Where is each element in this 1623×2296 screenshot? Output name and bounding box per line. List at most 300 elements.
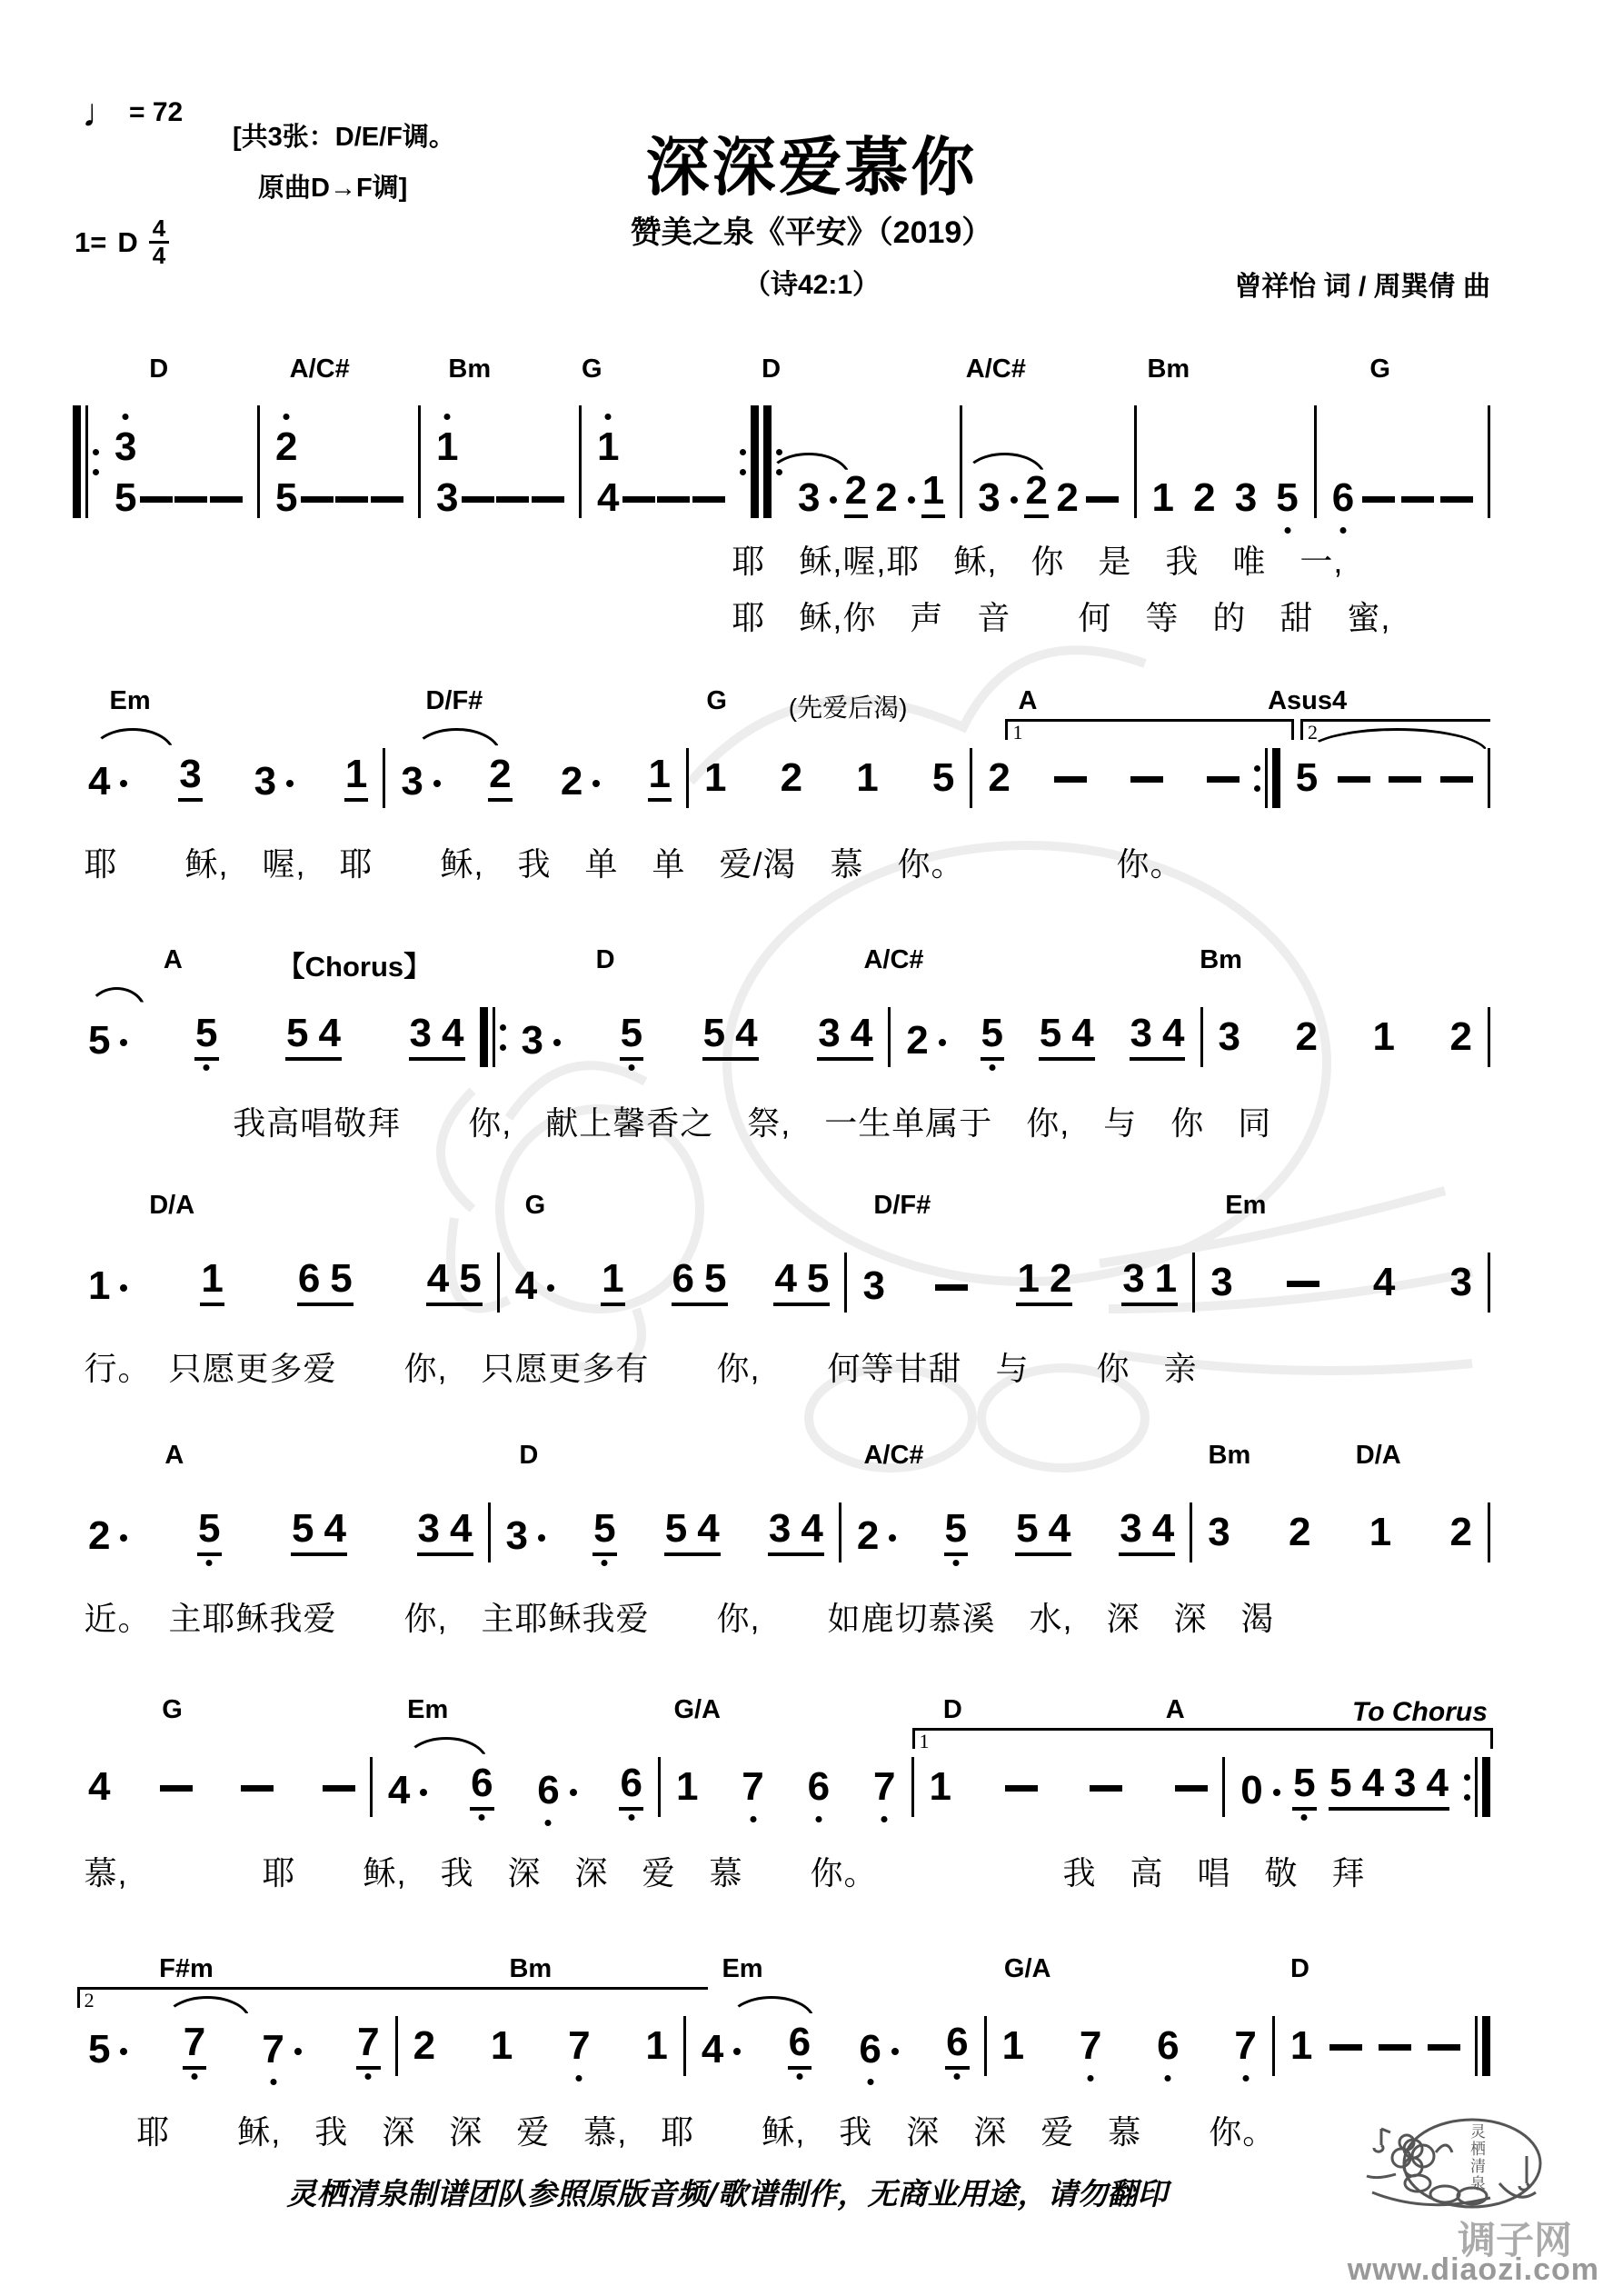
beat-group — [417, 1506, 473, 1556]
beat-group — [178, 754, 202, 802]
note-digit: 4 — [324, 1506, 346, 1551]
beat-group — [261, 2027, 301, 2071]
key-value: D — [117, 225, 138, 258]
measure — [891, 1013, 1200, 1061]
beat-group — [861, 1263, 885, 1308]
augmentation-dot — [939, 1039, 946, 1046]
duration-dash — [1389, 776, 1421, 783]
octave-dot-high — [605, 414, 612, 420]
beat-group — [254, 759, 294, 804]
octave-dot-low — [270, 2079, 276, 2085]
volta-bracket: 1 — [912, 1728, 1493, 1749]
music-system-1 — [73, 354, 1490, 636]
note-digit: 1 — [921, 468, 945, 513]
beat-group — [592, 1506, 616, 1556]
beat-group — [702, 1013, 759, 1061]
beat-group — [944, 1506, 968, 1556]
note-digit: 5 — [704, 1256, 727, 1301]
augmentation-dot — [294, 2048, 302, 2055]
note-digit: 3 — [401, 759, 423, 804]
chord-label: D/F# — [425, 686, 483, 715]
beat-group — [622, 496, 655, 518]
note-digit: 3 — [1449, 1260, 1472, 1304]
music-system-4 — [73, 1191, 1490, 1472]
duration-dash — [1329, 2044, 1362, 2051]
note-digit: 2 — [1449, 1510, 1472, 1554]
duration-dash — [1005, 1785, 1038, 1792]
repeat-dots — [1464, 1774, 1470, 1801]
chord-label: D/A — [149, 1191, 195, 1220]
octave-dot-low — [867, 2079, 873, 2085]
augmentation-dot — [538, 1534, 545, 1542]
measure — [373, 1763, 658, 1811]
beat-group — [701, 2027, 741, 2071]
chord-label: Bm — [509, 1954, 553, 1983]
bar-line — [73, 405, 81, 518]
octave-dot-low — [206, 1560, 213, 1566]
note-digit: 5 — [330, 1256, 353, 1301]
measure — [73, 1764, 370, 1809]
album-subtitle: 赞美之泉《平安》（2019） — [630, 215, 993, 250]
measure — [1225, 1763, 1464, 1811]
beat-group — [1440, 496, 1473, 518]
beat-group — [797, 475, 837, 520]
beat-group — [855, 755, 879, 800]
measure — [1192, 1512, 1488, 1552]
chord-label: Em — [407, 1695, 449, 1724]
repeat-dots — [93, 449, 99, 475]
octave-dot-low — [989, 1064, 995, 1071]
note-digit: 5 — [292, 1506, 314, 1551]
chord-label: A/C# — [863, 945, 924, 974]
chord-label: G — [706, 686, 727, 715]
note-line — [73, 996, 1490, 1078]
beat-group — [1295, 1014, 1319, 1059]
beat-group — [174, 496, 207, 518]
note-line — [73, 737, 1490, 819]
beat-group — [413, 2023, 436, 2068]
chord-label: A/C# — [863, 1441, 924, 1470]
note-digit: 4 — [442, 1011, 464, 1055]
beat-group — [1016, 1256, 1072, 1306]
beat-group — [1207, 1512, 1230, 1552]
note-line — [73, 1242, 1490, 1323]
copyright-notice: 灵栖清泉制谱团队参照原版音频/歌谱制作，无商业用途，请勿翻印 — [286, 2176, 1168, 2211]
site-url: www.diaozi.com — [1347, 2252, 1599, 2287]
beat-group — [1234, 475, 1258, 520]
note-digit: 5 — [286, 1011, 309, 1055]
duration-dash — [174, 496, 207, 503]
augmentation-dot — [592, 780, 600, 787]
chord-label: Bm — [1208, 1441, 1251, 1470]
beat-group — [703, 755, 727, 800]
note-digit: 4 — [697, 1506, 720, 1551]
augmentation-dot — [420, 1789, 427, 1796]
note-digit: 4 — [801, 1506, 823, 1551]
note-digit: 1 — [201, 1256, 224, 1301]
barline-beginrep — [480, 1007, 506, 1067]
note-stack — [596, 424, 620, 520]
beat-group — [1379, 2044, 1411, 2066]
music-system-3 — [73, 945, 1490, 1227]
barline-single — [1488, 1007, 1490, 1067]
note-digit: 1 — [88, 1263, 111, 1308]
note-digit: 3 — [409, 1011, 433, 1055]
octave-dot-low — [750, 1816, 756, 1822]
note-digit: 5 — [1039, 1011, 1062, 1055]
note-digit: 6 — [536, 1771, 560, 1811]
bar-line — [1482, 1757, 1490, 1817]
time-denominator: 4 — [152, 242, 166, 270]
slur-arc — [91, 728, 174, 754]
barline-beginrep — [73, 405, 99, 518]
note-digit: 5 — [197, 1509, 221, 1549]
beat-group — [872, 1764, 896, 1809]
beat-group — [931, 755, 955, 800]
note-line — [73, 1492, 1490, 1573]
note-digit: 4 — [701, 2027, 724, 2071]
beat-group — [356, 2022, 380, 2070]
beat-group — [1039, 1013, 1095, 1061]
beat-group — [514, 1263, 554, 1308]
beat-group — [935, 1284, 968, 1306]
note-digit: 1 — [596, 427, 620, 467]
note-digit: 4 — [597, 475, 620, 520]
note-digit: 3 — [818, 1011, 841, 1055]
duration-dash — [371, 496, 403, 503]
measure — [847, 1256, 1192, 1308]
note-digit: 2 — [844, 468, 868, 513]
measure — [841, 1506, 1190, 1558]
duration-dash — [323, 1785, 355, 1792]
annotation: To Chorus — [1352, 1697, 1488, 1727]
measure — [73, 1013, 480, 1061]
beat-group — [1079, 2023, 1102, 2068]
note-digit: 1 — [648, 752, 672, 796]
note-digit: 7 — [183, 2022, 206, 2062]
beat-group — [1369, 1512, 1392, 1552]
duration-dash — [935, 1284, 968, 1291]
note-digit: 1 — [1372, 1014, 1395, 1059]
chord-label: G/A — [673, 1695, 721, 1724]
beat-group — [87, 759, 127, 804]
beat-group — [1218, 1014, 1241, 1059]
chord-label: A — [1165, 1695, 1185, 1724]
note-digit: 6 — [470, 1763, 493, 1803]
beat-group — [1295, 755, 1319, 800]
note-digit: 6 — [788, 2022, 812, 2062]
measure — [1275, 2023, 1475, 2068]
note-digit: 4 — [1361, 1761, 1385, 1805]
lyric-line: 耶 稣,喔,耶 稣, 你 是 我 唯 一, — [732, 543, 1344, 580]
beat-group — [644, 2023, 668, 2068]
chord-label: D/A — [1355, 1441, 1401, 1470]
note-digit: 7 — [741, 1767, 764, 1807]
beat-group — [945, 2022, 969, 2070]
beat-group — [87, 1263, 127, 1308]
note-digit: 5 — [88, 1018, 111, 1063]
octave-dot-low — [1284, 527, 1290, 534]
duration-dash — [1401, 496, 1434, 503]
note-digit: 1 — [1017, 1256, 1040, 1301]
beat-group — [1130, 776, 1163, 798]
beat-group — [672, 1256, 728, 1306]
note-digit: 3 — [978, 475, 1001, 520]
beat-group — [741, 1764, 764, 1809]
beat-group — [323, 1785, 355, 1807]
beat-group — [197, 1506, 221, 1556]
barline-endrep — [1464, 1757, 1490, 1817]
chord-label: G — [582, 354, 602, 384]
duration-dash — [1090, 1785, 1122, 1792]
note-digit: 1 — [1001, 2023, 1025, 2068]
bar-line — [763, 405, 772, 518]
song-title: 深深爱慕你 — [645, 132, 978, 203]
duration-dash — [241, 1785, 274, 1792]
beat-group — [183, 2022, 206, 2070]
note-digit: 2 — [88, 1513, 111, 1558]
composer-credits: 曾祥怡 词 / 周巽倩 曲 — [1234, 272, 1490, 302]
note-digit: 5 — [944, 1509, 968, 1549]
measure — [1203, 1014, 1488, 1059]
beat-group — [1372, 1014, 1396, 1059]
measure — [73, 1506, 488, 1558]
music-system-6 — [73, 1695, 1490, 1977]
note-digit: 2 — [780, 755, 803, 800]
augmentation-dot — [889, 1534, 896, 1542]
note-digit: 1 — [602, 1256, 624, 1301]
chord-label: Asus4 — [1268, 686, 1348, 715]
lyric-line: 近。 主耶稣我爱 你, 主耶稣我爱 你, 如鹿切慕溪 水, 深 深 渴 — [84, 1600, 1275, 1637]
note-digit: 3 — [505, 1513, 529, 1558]
note-digit: 6 — [672, 1256, 695, 1301]
beat-group — [1449, 1260, 1472, 1304]
beat-group — [488, 754, 512, 802]
note-digit: 3 — [768, 1506, 792, 1551]
quarter-note-icon: ♩ — [82, 91, 122, 135]
measure — [260, 424, 418, 520]
note-digit: 7 — [872, 1767, 896, 1807]
note-digit: 2 — [413, 2023, 436, 2068]
duration-dash — [1130, 776, 1163, 783]
beat-group — [1001, 2023, 1025, 2068]
note-digit: 6 — [807, 1767, 831, 1807]
augmentation-dot — [830, 496, 837, 504]
measure — [1137, 475, 1314, 520]
note-digit: 4 — [318, 1011, 341, 1055]
beat-group — [371, 496, 403, 518]
note-digit: 6 — [945, 2022, 969, 2062]
note-digit: 2 — [988, 755, 1011, 800]
octave-dot-low — [954, 2073, 961, 2080]
beat-group — [1005, 1785, 1038, 1807]
note-digit: 7 — [1233, 2026, 1257, 2066]
measure — [689, 755, 970, 800]
bar-line — [493, 1007, 495, 1067]
note-digit: 3 — [1210, 1260, 1233, 1304]
music-system-5 — [73, 1441, 1490, 1722]
measure — [1195, 1260, 1488, 1304]
note-digit: 2 — [1449, 1014, 1472, 1059]
duration-dash — [496, 496, 529, 503]
beat-group — [1207, 776, 1240, 798]
barline-final — [1475, 2016, 1490, 2076]
beat-group — [1331, 475, 1355, 520]
duration-dash — [1086, 496, 1119, 503]
measure — [73, 2022, 395, 2070]
beat-group — [1338, 776, 1370, 798]
note-digit: 1 — [435, 427, 459, 467]
volta-bracket: 2 — [1300, 719, 1490, 740]
augmentation-dot — [891, 2048, 899, 2055]
beat-group — [1210, 1260, 1233, 1304]
beat-group — [788, 2022, 812, 2070]
beat-group — [285, 1013, 342, 1061]
beat-group — [1449, 1014, 1473, 1059]
beat-group — [301, 496, 334, 518]
beat-group — [664, 1506, 721, 1556]
beat-group — [657, 496, 690, 518]
octave-dot-low — [628, 1064, 634, 1071]
beat-group — [905, 1018, 945, 1063]
beat-group — [532, 496, 564, 518]
beat-group — [1121, 1256, 1178, 1306]
beat-group — [1233, 2023, 1257, 2068]
note-digit: 2 — [1056, 475, 1079, 520]
note-digit: 3 — [1208, 1510, 1230, 1554]
octave-dot-low — [881, 1816, 888, 1822]
beat-group — [87, 1018, 127, 1063]
duration-dash — [210, 496, 243, 503]
beat-group — [858, 2027, 898, 2071]
measure — [987, 2023, 1272, 2068]
note-digit: 4 — [850, 1011, 873, 1055]
beat-group — [1090, 1785, 1122, 1807]
duration-dash — [1175, 1785, 1208, 1792]
bar-line — [1482, 2016, 1490, 2076]
beat-group — [856, 1513, 896, 1558]
note-digit: 3 — [521, 1018, 543, 1063]
repeat-dots — [1254, 765, 1260, 792]
beat-group — [241, 1785, 274, 1807]
beat-group — [210, 496, 243, 518]
barline-single — [1488, 405, 1490, 518]
octave-dot-low — [479, 1814, 485, 1821]
measure — [73, 754, 383, 802]
chord-label: A/C# — [289, 354, 350, 384]
lyric-line: 慕, 耶 稣, 我 深 深 爱 慕 你。 我 高 唱 敬 拜 — [84, 1854, 1366, 1892]
note-digit: 3 — [417, 1506, 441, 1551]
beat-group — [1055, 475, 1079, 520]
beat-group — [1151, 475, 1175, 520]
augmentation-dot — [1273, 1789, 1280, 1796]
measure — [500, 1256, 845, 1308]
note-digit: 6 — [858, 2030, 881, 2070]
octave-dot-low — [545, 1820, 552, 1826]
note-digit: 5 — [620, 1013, 643, 1053]
beat-group — [140, 496, 173, 518]
note-digit: 3 — [179, 752, 202, 796]
beat-group — [505, 1513, 545, 1558]
beat-group — [1192, 475, 1216, 520]
beat-group — [560, 759, 600, 804]
duration-dash — [1287, 1281, 1319, 1287]
duration-dash — [160, 1785, 193, 1792]
note-digit: 5 — [459, 1256, 482, 1301]
beat-group — [462, 496, 494, 518]
beat-group — [200, 1256, 224, 1306]
note-digit: 7 — [356, 2022, 380, 2062]
chord-label: D — [519, 1441, 539, 1470]
note-digit: 2 — [906, 1018, 929, 1063]
measure — [914, 1764, 1223, 1809]
beat-group — [194, 1013, 218, 1061]
sheep-logo — [1363, 2111, 1563, 2238]
measure — [582, 424, 740, 520]
measure — [661, 1764, 911, 1809]
note-digit: 3 — [1130, 1011, 1152, 1055]
beat-group — [1292, 1763, 1316, 1811]
measure — [491, 1506, 839, 1558]
lyric-line: 行。 只愿更多爱 你, 只愿更多有 你, 何等甘甜 与 你 亲 — [84, 1350, 1198, 1387]
chord-label: G — [524, 1191, 546, 1220]
note-digit: 3 — [1218, 1014, 1240, 1059]
beat-group — [567, 2023, 591, 2068]
measure — [73, 1256, 497, 1308]
barline-single — [1488, 748, 1490, 808]
octave-dot-high — [284, 414, 290, 420]
octave-dot-low — [576, 2075, 582, 2081]
tempo-value: = 72 — [129, 97, 184, 127]
time-numerator: 4 — [149, 216, 169, 244]
measure — [1280, 755, 1488, 800]
note-digit: 3 — [436, 475, 459, 520]
chord-label: Bm — [448, 354, 492, 384]
note-digit: 2 — [856, 1513, 880, 1558]
note-digit: 4 — [1372, 1260, 1396, 1304]
note-digit: 5 — [115, 475, 137, 520]
note-digit: 4 — [1048, 1506, 1071, 1551]
beat-group — [1119, 1506, 1175, 1556]
beat-group — [921, 468, 945, 518]
augmentation-dot — [553, 1039, 561, 1046]
duration-dash — [1054, 776, 1087, 783]
duration-dash — [532, 496, 564, 503]
note-line — [73, 1746, 1490, 1828]
measure — [506, 1013, 889, 1061]
beat-group — [601, 1256, 624, 1306]
note-digit: 1 — [856, 755, 879, 800]
note-digit: 4 — [387, 1768, 411, 1812]
chord-label: G/A — [1003, 1954, 1051, 1983]
beat-group — [409, 1013, 465, 1061]
beat-group — [87, 1764, 111, 1809]
note-digit: 1 — [1289, 2023, 1313, 2068]
note-digit: 2 — [1193, 475, 1216, 520]
octave-dot-low — [952, 1560, 959, 1566]
octave-dot-low — [1301, 1814, 1308, 1821]
duration-dash — [301, 496, 334, 503]
chord-label: Em — [1225, 1191, 1267, 1220]
beat-group — [87, 2027, 127, 2071]
note-digit: 5 — [592, 1509, 616, 1549]
beat-group — [400, 759, 440, 804]
beat-group — [619, 1763, 642, 1811]
beat-group — [773, 1256, 830, 1306]
volta-bracket: 2 — [77, 1987, 708, 2008]
beat-group — [620, 1013, 643, 1061]
lyric-line: 我高唱敬拜 你, 献上馨香之 祭, 一生单属于 你, 与 你 同 — [233, 1104, 1272, 1142]
